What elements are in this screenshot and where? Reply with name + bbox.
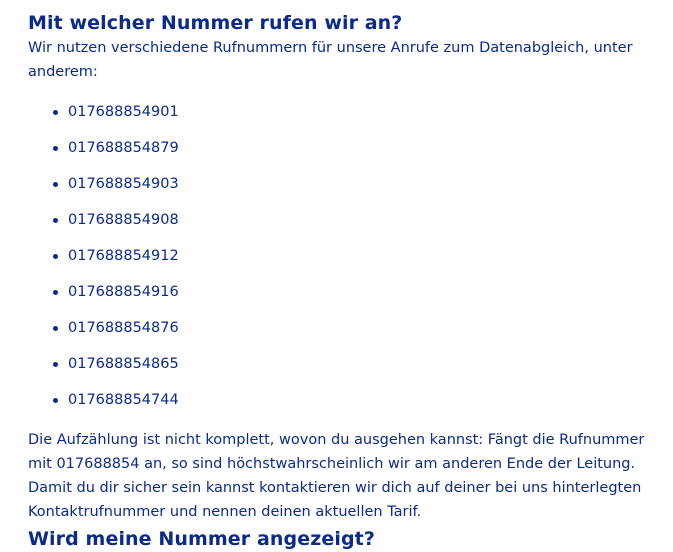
phone-number: 017688854879	[68, 140, 179, 156]
phone-number: 017688854901	[68, 104, 179, 120]
list-item	[28, 388, 655, 424]
bullet-icon	[53, 254, 58, 259]
list-item	[28, 352, 655, 388]
phone-number-list	[28, 100, 655, 424]
intro-paragraph: Wir nutzen verschiedene Rufnummern für unsere Anrufe zum Datenabgleich, unter anderem:	[28, 40, 633, 80]
list-item	[28, 172, 655, 208]
list-item	[28, 316, 655, 352]
phone-number: 017688854903	[68, 176, 179, 192]
bullet-icon	[53, 326, 58, 331]
next-section-heading: Wird meine Nummer angezeigt?	[28, 528, 375, 550]
phone-number: 017688854876	[68, 320, 179, 336]
list-item	[28, 280, 655, 316]
phone-number: 017688854865	[68, 356, 179, 372]
bullet-icon	[53, 110, 58, 115]
bullet-icon	[53, 218, 58, 223]
phone-number: 017688854912	[68, 248, 179, 264]
note-paragraph: Die Aufzählung ist nicht komplett, wovon du ausgehen kannst: Fängt die Rufnummer mit 017688854 an, so sind höchstwahrscheinlich wir am anderen Ende der Leitung. Damit du dir sicher sein kannst kontaktieren wir dich auf deiner bei uns hinterlegten Kontaktrufnummer und nennen deinen aktuellen Tarif.	[28, 432, 645, 520]
list-item	[28, 208, 655, 244]
list-item	[28, 136, 655, 172]
bullet-icon	[53, 146, 58, 151]
bullet-icon	[53, 362, 58, 367]
bullet-icon	[53, 290, 58, 295]
phone-number: 017688854744	[68, 392, 179, 408]
bullet-icon	[53, 182, 58, 187]
section-heading: Mit welcher Nummer rufen wir an?	[28, 12, 403, 34]
list-item	[28, 244, 655, 280]
phone-number: 017688854916	[68, 284, 179, 300]
list-item	[28, 100, 655, 136]
bullet-icon	[53, 398, 58, 403]
phone-number: 017688854908	[68, 212, 179, 228]
